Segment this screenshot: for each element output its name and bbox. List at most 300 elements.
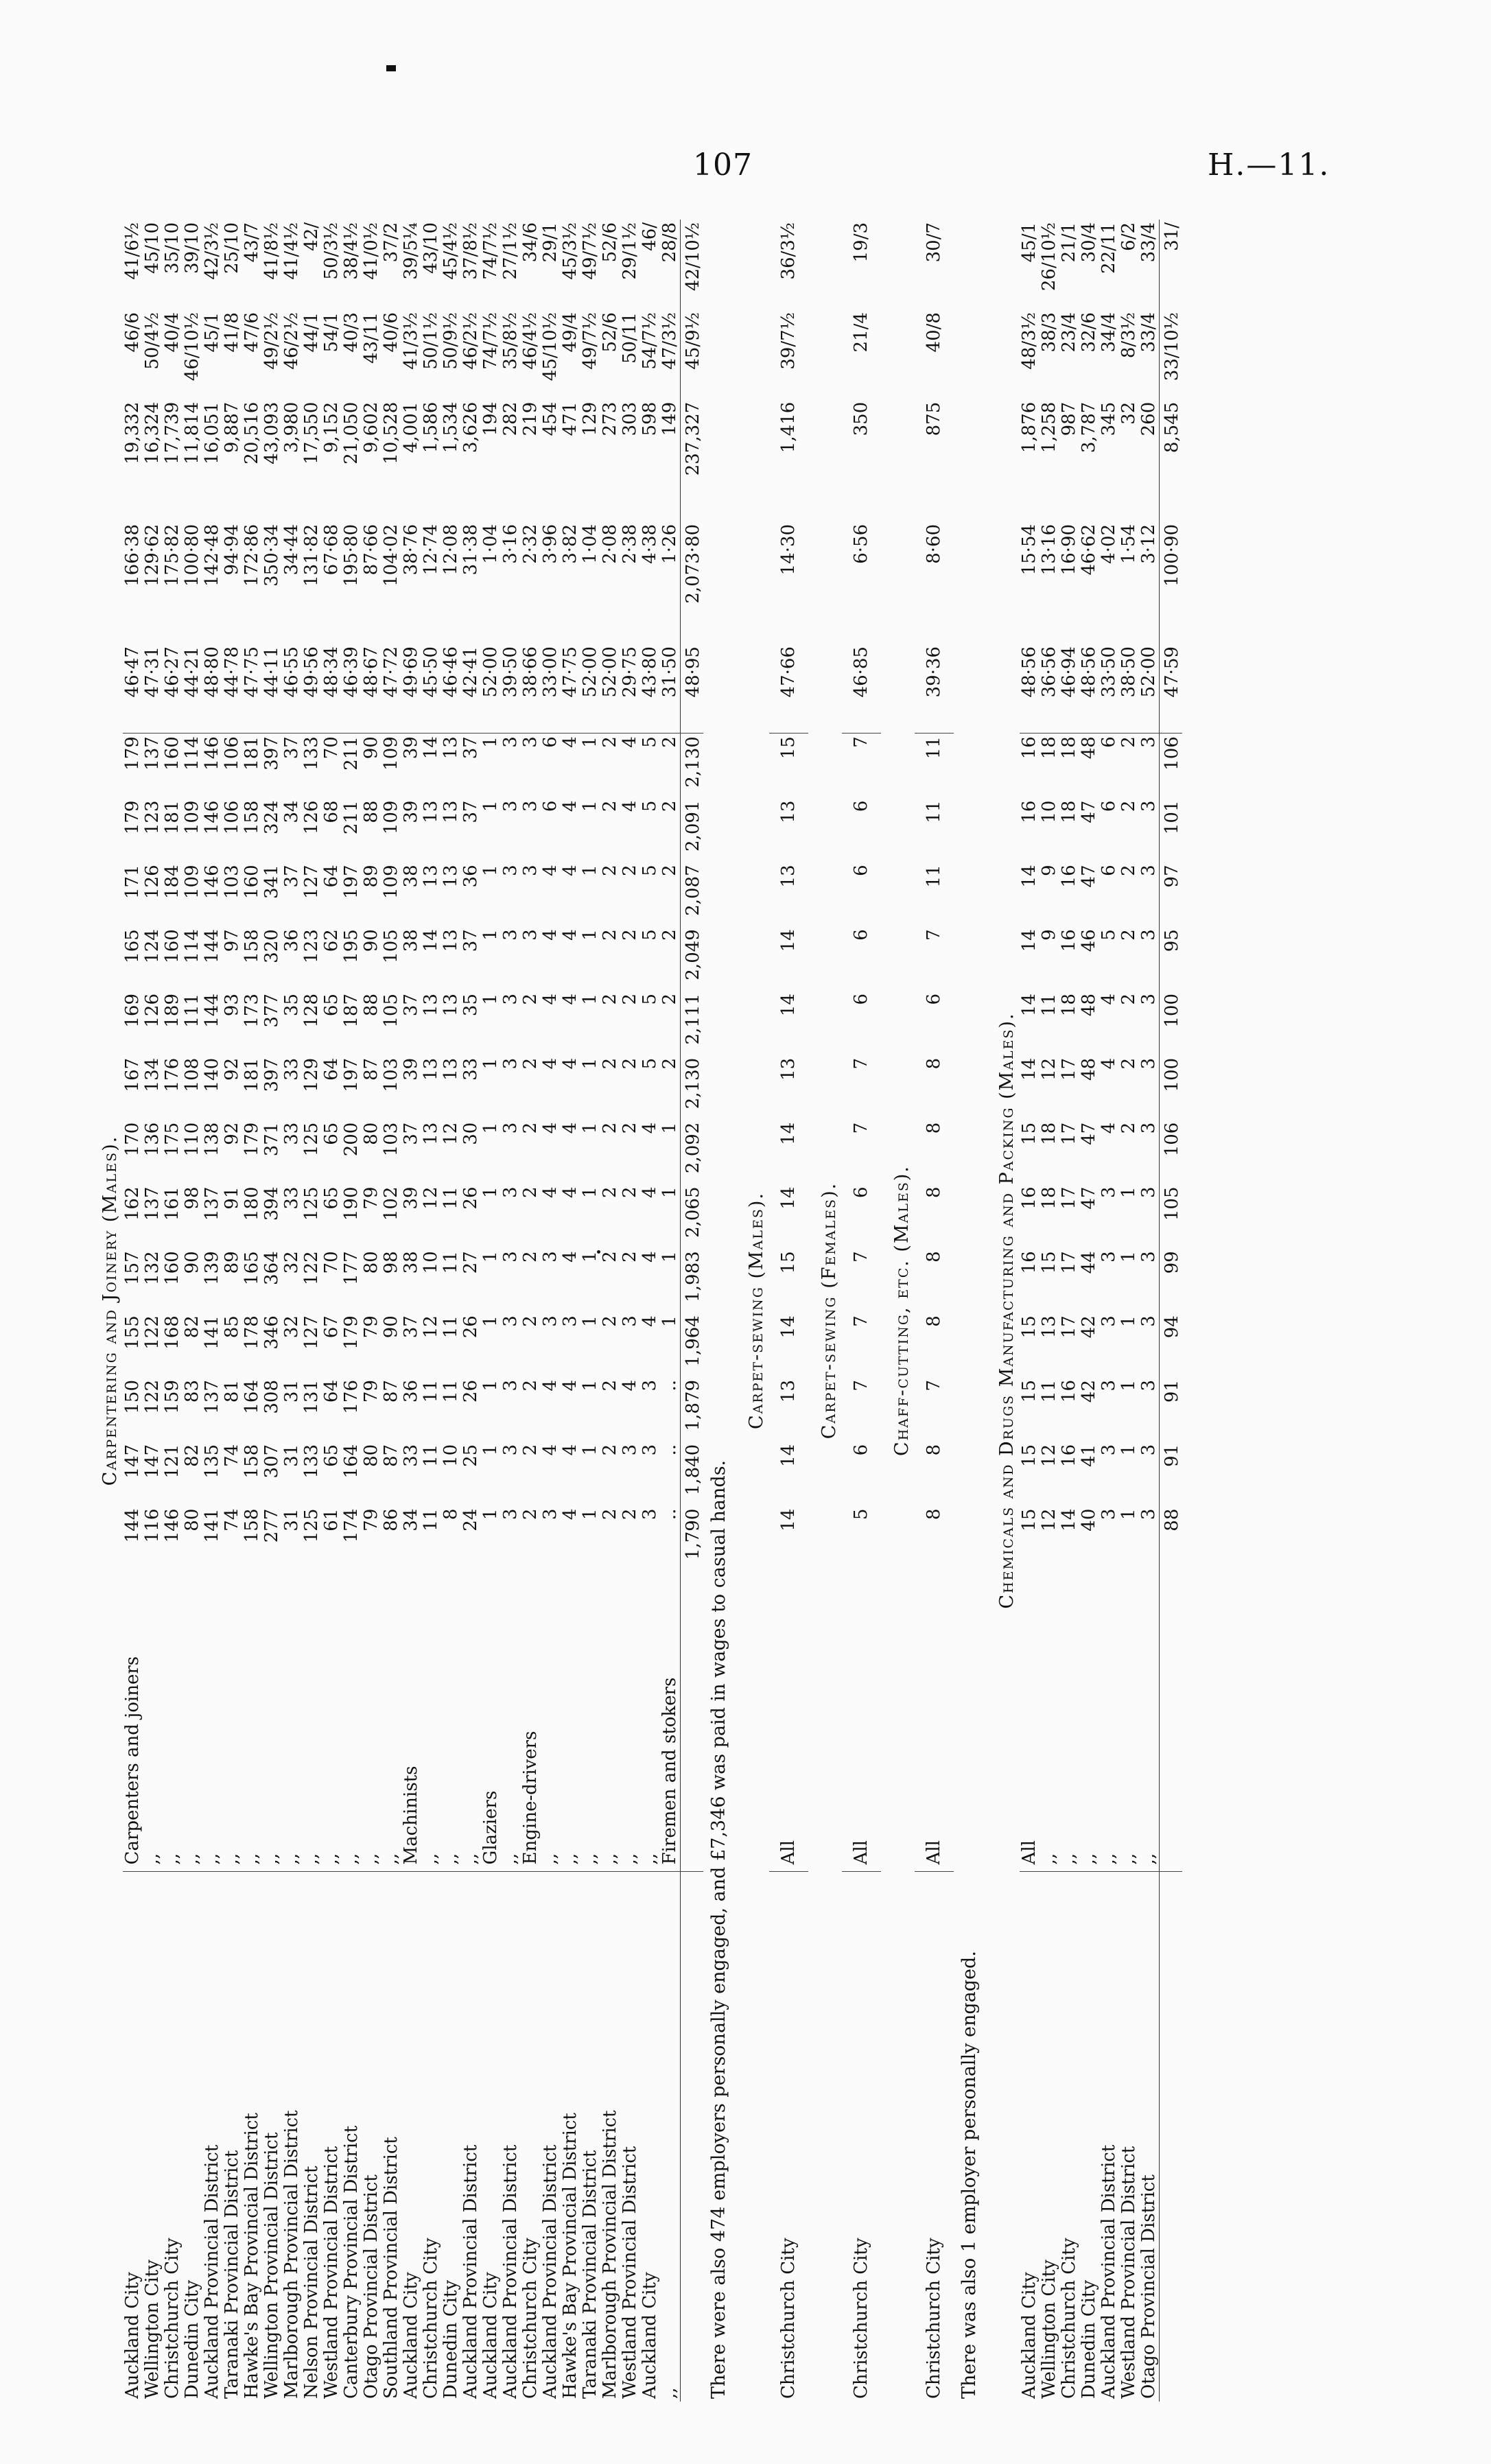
value-cell: 2·38 [620, 524, 640, 564]
value-cell: 26 [460, 1379, 481, 1403]
value-cell: 129 [580, 401, 600, 436]
occupation-cell: All [842, 1570, 881, 1871]
value-cell: 2 [520, 1508, 541, 1521]
value-cell: 13 [441, 800, 461, 823]
value-cell: 135 [202, 1444, 222, 1479]
value-cell: 2 [659, 994, 680, 1005]
value-cell: 162 [122, 1186, 143, 1221]
value-cell: 39/10 [182, 222, 202, 274]
value-cell: 2 [1118, 994, 1139, 1005]
value-cell: 37/8½ [460, 222, 481, 280]
value-cell: 157 [122, 1251, 143, 1285]
value-cell: 2 [659, 736, 680, 748]
value-cell: 47·75 [242, 644, 262, 734]
value-cell: 46·46 [441, 644, 461, 734]
table-row [381, 220, 401, 2402]
value-cell: 1 [659, 1251, 680, 1263]
value-cell: 1 [580, 800, 600, 812]
value-cell: 3 [540, 1315, 561, 1327]
total-cell: 95 [1160, 926, 1183, 991]
value-cell: 6 [851, 1186, 871, 1199]
total-cell: 33/10½ [1160, 309, 1183, 399]
value-cell: 1 [580, 1251, 600, 1263]
value-cell: 3 [1138, 1508, 1159, 1521]
value-cell: 2 [620, 1122, 640, 1134]
value-cell: 2 [520, 1315, 541, 1327]
occupation-cell: All [1020, 1570, 1040, 1871]
value-cell: 129 [301, 1057, 322, 1092]
value-cell: 47·72 [381, 644, 401, 734]
value-cell: 2 [600, 929, 620, 941]
value-cell: 8 [924, 1315, 944, 1327]
occupation-cell: Machinists [401, 1570, 421, 1871]
value-cell: 67 [321, 1315, 342, 1339]
value-cell: 46/6 [122, 312, 143, 353]
value-cell: 2 [620, 1057, 640, 1070]
value-cell: 13 [441, 929, 461, 952]
value-cell: 2 [600, 1444, 620, 1456]
location-cell: Christchurch City [924, 2238, 944, 2399]
value-cell: 4 [1099, 994, 1119, 1005]
location-cell: Hawke's Bay Provincial District [242, 2113, 262, 2399]
value-cell: 48 [1079, 1057, 1099, 1081]
value-cell: 2 [600, 994, 620, 1005]
value-cell: 41/8½ [261, 222, 282, 280]
value-cell: 14 [778, 1315, 799, 1339]
table-row [202, 220, 222, 2402]
value-cell: 50/1½ [421, 312, 441, 370]
value-cell: 8 [924, 1186, 944, 1199]
value-cell: 25 [460, 1444, 481, 1467]
section-heading: Carpet-sewing (Males). [746, 1192, 767, 1429]
occupation-cell: ,, [541, 1570, 561, 1871]
value-cell: 170 [122, 1122, 143, 1157]
value-cell: 45/1 [202, 312, 222, 353]
occupation-cell: ,, [561, 1570, 580, 1871]
total-cell: 100 [1160, 991, 1183, 1055]
value-cell: 116 [142, 1508, 163, 1543]
value-cell: 13 [1039, 1315, 1059, 1339]
value-cell: 1 [480, 1251, 501, 1263]
total-cell: 2,073·80 [681, 521, 704, 644]
value-cell: 3 [1099, 1315, 1119, 1327]
value-cell: 1 [1118, 1251, 1139, 1263]
value-cell: 131 [301, 1379, 322, 1414]
value-cell: 90 [361, 736, 381, 760]
total-cell: 47·59 [1160, 644, 1183, 734]
location-cell: Auckland Provincial District [540, 2144, 561, 2399]
value-cell: 17 [1059, 1251, 1079, 1274]
value-cell: 50/11 [620, 312, 640, 364]
value-cell: 1 [659, 1122, 680, 1134]
value-cell: 146 [162, 1508, 183, 1543]
location-cell: Canterbury Provincial District [341, 2125, 362, 2399]
value-cell: 47/3½ [659, 312, 680, 370]
value-cell: 2 [600, 1379, 620, 1392]
value-cell: 180 [242, 1186, 262, 1221]
value-cell: 121 [162, 1444, 183, 1479]
value-cell: 3·16 [500, 524, 521, 564]
total-cell: 1,879 [681, 1377, 704, 1442]
table-row [541, 220, 561, 2402]
location-cell: Otago Provincial District [1138, 2174, 1159, 2399]
total-cell: 1,964 [681, 1313, 704, 1377]
value-cell: 46·62 [1079, 524, 1099, 576]
value-cell: 48·34 [322, 644, 342, 734]
value-cell: 18 [1059, 994, 1079, 1017]
value-cell: 37 [281, 865, 302, 888]
value-cell: 190 [341, 1186, 362, 1221]
section-heading-row [986, 220, 1020, 2402]
value-cell: 105 [381, 994, 401, 1028]
value-cell: 48 [1079, 994, 1099, 1017]
value-cell: 33·50 [1099, 644, 1119, 734]
page-reference: H.—11. [1208, 148, 1330, 183]
value-cell: 50/4½ [142, 312, 163, 370]
value-cell: 36 [460, 865, 481, 888]
value-cell: 34 [401, 1508, 421, 1532]
value-cell: 42/ [301, 222, 322, 251]
value-cell: 33 [460, 1057, 481, 1081]
value-cell: 19/3 [851, 222, 871, 263]
table-row [481, 220, 501, 2402]
value-cell: 74/7½ [480, 222, 501, 280]
value-cell: 21,050 [341, 401, 362, 465]
value-cell: 141 [202, 1508, 222, 1543]
section-heading: Carpentering and Joinery (Males). [99, 1135, 121, 1486]
value-cell: 1,258 [1039, 401, 1059, 454]
value-cell: 364 [261, 1251, 282, 1285]
value-cell: 3 [500, 736, 521, 748]
value-cell: 137 [202, 1379, 222, 1414]
value-cell: 4 [540, 1122, 561, 1134]
value-cell: 167 [122, 1057, 143, 1092]
value-cell: 5 [1099, 929, 1119, 941]
value-cell: 4 [639, 1315, 660, 1327]
value-cell: 46·55 [282, 644, 302, 734]
value-cell: 109 [182, 800, 202, 835]
value-cell: 70 [321, 736, 342, 760]
value-cell: 16 [1019, 800, 1040, 823]
value-cell: 9,602 [361, 401, 381, 454]
table-row [143, 220, 163, 2402]
table-row [262, 220, 282, 2402]
occupation-cell: ,, [342, 1570, 362, 1871]
value-cell: 181 [242, 1057, 262, 1092]
value-cell: 1 [480, 1186, 501, 1199]
value-cell: 17 [1059, 1315, 1079, 1339]
value-cell: 25/10 [222, 222, 242, 274]
value-cell: 111 [182, 994, 202, 1028]
total-cell: 105 [1160, 1184, 1183, 1248]
value-cell: 4 [560, 800, 580, 812]
value-cell: 125 [301, 1186, 322, 1221]
value-cell: 35 [460, 994, 481, 1017]
value-cell: 3·82 [560, 524, 580, 564]
table-note: There was also 1 employer personally engaged. [959, 1951, 980, 2399]
value-cell: 133 [301, 1444, 322, 1479]
value-cell: 1 [480, 1379, 501, 1392]
section-heading-row [736, 220, 769, 2402]
value-cell: 52/6 [600, 222, 620, 263]
total-cell: 48·95 [681, 644, 704, 734]
value-cell: 179 [242, 1122, 262, 1157]
table-row [282, 220, 302, 2402]
value-cell: 48·67 [362, 644, 381, 734]
value-cell: 35/8½ [500, 312, 521, 370]
value-cell: 125 [301, 1508, 322, 1543]
value-cell: 2·32 [520, 524, 541, 564]
value-cell: 15 [778, 1251, 799, 1274]
value-cell: 37 [401, 1122, 421, 1145]
value-cell: 44 [1079, 1251, 1099, 1274]
value-cell: 80 [361, 1122, 381, 1145]
value-cell: 37 [281, 736, 302, 760]
value-cell: 82 [182, 1315, 202, 1339]
value-cell: 13·16 [1039, 524, 1059, 576]
value-cell: 5 [851, 1508, 871, 1521]
value-cell: 3 [500, 994, 521, 1005]
value-cell: 2 [1118, 736, 1139, 748]
value-cell: 7 [851, 1251, 871, 1263]
value-cell: 15 [1039, 1251, 1059, 1274]
value-cell: 46·27 [163, 644, 183, 734]
value-cell: 123 [301, 929, 322, 963]
value-cell: 6 [851, 865, 871, 876]
value-cell: 39 [401, 1186, 421, 1210]
value-cell: 131·82 [301, 524, 322, 587]
total-cell: 106 [1160, 734, 1183, 798]
value-cell: 1·26 [659, 524, 680, 564]
value-cell: 15 [1019, 1444, 1040, 1467]
value-cell: 158 [242, 1444, 262, 1479]
value-cell: 454 [540, 401, 561, 436]
table-row [441, 220, 461, 2402]
value-cell: 2·08 [600, 524, 620, 564]
value-cell: 158 [242, 1508, 262, 1543]
value-cell: 49/4 [560, 312, 580, 353]
value-cell: 15 [778, 736, 799, 760]
value-cell: 4 [560, 1251, 580, 1263]
value-cell: 4 [560, 1508, 580, 1521]
value-cell: 303 [620, 401, 640, 436]
value-cell: 8 [924, 1444, 944, 1456]
value-cell: 3 [500, 1379, 521, 1392]
value-cell: 21/1 [1059, 222, 1079, 263]
value-cell: 211 [341, 736, 362, 771]
location-cell: Christchurch City [162, 2238, 183, 2399]
table-row [1139, 220, 1160, 2402]
value-cell: 80 [182, 1508, 202, 1532]
total-cell: 42/10½ [681, 220, 704, 309]
value-cell: 377 [261, 994, 282, 1028]
value-cell: 14 [778, 1444, 799, 1467]
value-cell: 3 [1138, 1315, 1159, 1327]
value-cell: 18 [1059, 736, 1079, 760]
value-cell: 67·68 [321, 524, 342, 576]
value-cell: 169 [122, 994, 143, 1028]
value-cell: 1,586 [421, 401, 441, 454]
value-cell: 4 [540, 1444, 561, 1456]
value-cell: 11 [421, 1508, 441, 1532]
value-cell: 16 [1059, 865, 1079, 888]
location-cell: Dunedin City [441, 2279, 461, 2399]
value-cell: 2 [520, 1251, 541, 1263]
value-cell: 92 [222, 1122, 242, 1145]
value-cell: 1 [580, 1315, 600, 1327]
value-cell: 1·04 [480, 524, 501, 564]
location-cell: Christchurch City [1059, 2238, 1079, 2399]
value-cell: 33 [281, 1057, 302, 1081]
table-row [501, 220, 521, 2402]
value-cell: 45/10½ [540, 312, 561, 382]
value-cell: 52·00 [481, 644, 501, 734]
value-cell: 3 [1099, 1186, 1119, 1199]
value-cell: 14 [778, 1122, 799, 1145]
value-cell: 1 [659, 1186, 680, 1199]
value-cell: 165 [122, 929, 143, 963]
value-cell: 41/3½ [401, 312, 421, 370]
value-cell: 4 [560, 1057, 580, 1070]
value-cell: 4 [560, 1122, 580, 1134]
value-cell: 211 [341, 800, 362, 835]
value-cell: 146 [202, 800, 222, 835]
value-cell: 2 [620, 929, 640, 941]
value-cell: 179 [122, 736, 143, 771]
value-cell: 175·82 [162, 524, 183, 587]
value-cell: 3 [500, 1251, 521, 1263]
value-cell: 15 [1019, 1122, 1040, 1145]
value-cell: 2 [659, 929, 680, 941]
total-cell: 1,790 [681, 1506, 704, 1571]
value-cell: 37 [460, 800, 481, 823]
value-cell: 1 [480, 736, 501, 748]
value-cell: 166·38 [122, 524, 143, 587]
total-cell: 97 [1160, 862, 1183, 926]
value-cell: 74 [222, 1444, 242, 1467]
value-cell: 39·36 [915, 644, 954, 734]
value-cell: 16·90 [1059, 524, 1079, 576]
value-cell: 29·75 [620, 644, 640, 734]
value-cell: 54/1 [321, 312, 342, 353]
value-cell: 3 [1138, 1379, 1159, 1392]
value-cell: 13 [778, 800, 799, 823]
value-cell: 13 [421, 865, 441, 888]
value-cell: 40/6 [381, 312, 401, 353]
value-cell: 8·60 [924, 524, 944, 564]
value-cell: 42·41 [461, 644, 481, 734]
value-cell: 144 [202, 994, 222, 1028]
occupation-cell: Glaziers [481, 1570, 501, 1871]
table-row [640, 220, 660, 2402]
value-cell: 43/10 [421, 222, 441, 274]
value-cell: 17 [1059, 1186, 1079, 1210]
value-cell: 12·74 [421, 524, 441, 576]
value-cell: 3 [1138, 736, 1159, 748]
value-cell: 39·50 [501, 644, 521, 734]
location-cell: Wellington City [142, 2260, 163, 2399]
value-cell: 47·66 [769, 644, 808, 734]
total-label [1160, 1872, 1183, 2402]
total-cell: 237,327 [681, 399, 704, 521]
value-cell: 89 [361, 865, 381, 888]
value-cell: 13 [421, 800, 441, 823]
value-cell: 3 [620, 1444, 640, 1456]
value-cell: 13 [421, 1122, 441, 1145]
value-cell: 38·76 [401, 524, 421, 576]
value-cell: 15 [1019, 1379, 1040, 1403]
value-cell: 6 [851, 929, 871, 941]
value-cell: 146 [202, 736, 222, 771]
value-cell: 26 [460, 1315, 481, 1339]
value-cell: 1 [580, 1122, 600, 1134]
value-cell: 3 [1138, 1057, 1159, 1070]
value-cell: 4 [639, 1186, 660, 1199]
value-cell: 126 [142, 865, 163, 899]
value-cell: 158 [242, 929, 262, 963]
value-cell: 49·69 [401, 644, 421, 734]
value-cell: 3 [500, 1508, 521, 1521]
table-row [1040, 220, 1059, 2402]
table-row [1020, 220, 1040, 2402]
value-cell: 138 [202, 1122, 222, 1157]
value-cell: 3 [520, 800, 541, 812]
value-cell: 160 [162, 1251, 183, 1285]
value-cell: 49/7½ [580, 222, 600, 280]
total-cell: 2,087 [681, 862, 704, 926]
value-cell: 2 [600, 736, 620, 748]
value-cell: 15 [1019, 1508, 1040, 1532]
value-cell: 10,528 [381, 401, 401, 465]
value-cell: 81 [222, 1379, 242, 1403]
value-cell: 46/ [639, 222, 660, 251]
value-cell: 47 [1079, 800, 1099, 823]
value-cell: 8 [924, 1057, 944, 1070]
total-cell: 100 [1160, 1055, 1183, 1120]
location-cell: Auckland Provincial District [202, 2144, 222, 2399]
ink-mark [386, 65, 396, 71]
value-cell: 4 [639, 1122, 660, 1134]
value-cell: 176 [341, 1379, 362, 1414]
table-row [242, 220, 262, 2402]
section-heading-row [808, 220, 842, 2402]
value-cell: 1·54 [1118, 524, 1139, 564]
value-cell: 11 [441, 1315, 461, 1339]
value-cell: 3 [1099, 1379, 1119, 1392]
value-cell: 137 [142, 736, 163, 771]
value-cell: 2 [600, 1057, 620, 1070]
page-number: 107 [693, 148, 753, 183]
occupation-cell: ,, [143, 1570, 163, 1871]
value-cell: 197 [341, 1057, 362, 1092]
value-cell: 16 [1019, 736, 1040, 760]
value-cell: 100·80 [182, 524, 202, 587]
value-cell: 4 [540, 929, 561, 941]
value-cell: 17,739 [162, 401, 183, 465]
total-cell: 91 [1160, 1377, 1183, 1442]
value-cell: 44/1 [301, 312, 322, 353]
total-cell: 106 [1160, 1120, 1183, 1184]
location-cell: Auckland City [122, 2272, 143, 2399]
value-cell: 165 [242, 1251, 262, 1285]
value-cell: 7 [851, 1122, 871, 1134]
section-heading: Chaff-cutting, etc. (Males). [891, 1165, 913, 1456]
value-cell: 6 [540, 736, 561, 748]
value-cell: 79 [361, 1508, 381, 1532]
value-cell: 97 [222, 929, 242, 952]
value-cell: 37 [401, 994, 421, 1017]
occupation-cell: ,, [282, 1570, 302, 1871]
